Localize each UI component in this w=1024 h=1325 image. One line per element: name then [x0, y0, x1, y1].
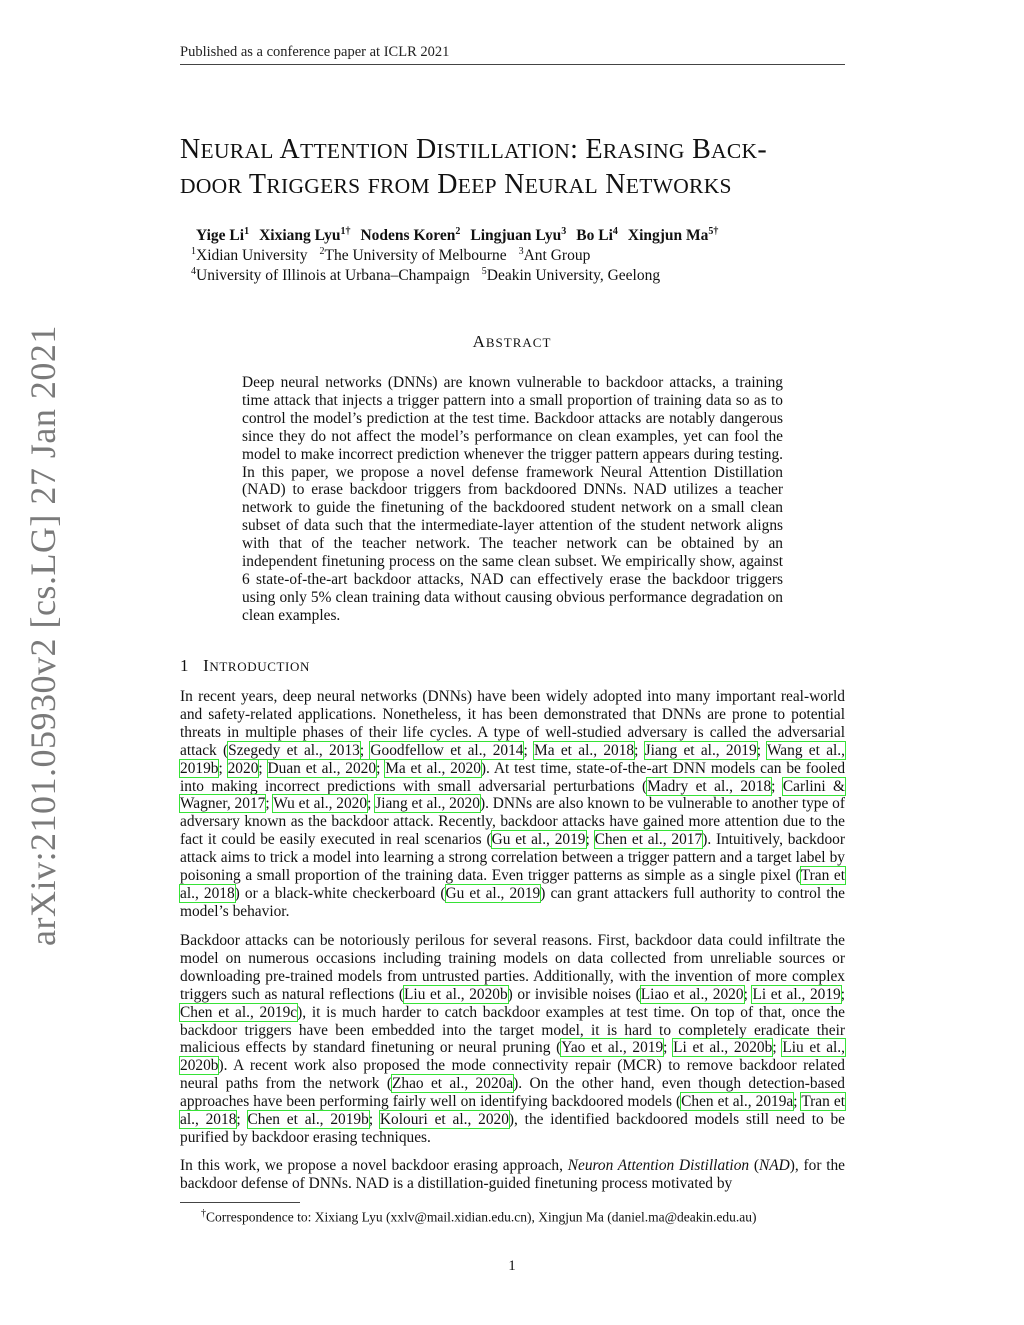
author-2: Xixiang Lyu$^{1\dagger}$: [259, 226, 351, 245]
citation-link[interactable]: Chen et al., 2017: [594, 831, 703, 849]
citation-link[interactable]: Li et al., 2020b: [673, 1039, 773, 1057]
author-list: [196, 226, 728, 245]
citation-link[interactable]: Kolouri et al., 2020: [379, 1111, 509, 1129]
citation-link[interactable]: Gu et al., 2019: [445, 884, 541, 902]
footnote-rule: [180, 1202, 300, 1203]
running-header: Published as a conference paper at ICLR 2021: [180, 44, 450, 60]
citation-link[interactable]: Duan et al., 2020: [267, 759, 377, 777]
citation-link[interactable]: Wu et al., 2020: [273, 795, 368, 813]
section-heading: [180, 656, 310, 676]
citation-link[interactable]: Ma et al., 2020: [385, 759, 481, 777]
author-3: Nodens Koren$^2$: [360, 226, 461, 245]
citation-link[interactable]: Li et al., 2019: [752, 985, 841, 1003]
citation-link[interactable]: Tran et al., 2018: [180, 867, 845, 902]
citation-link[interactable]: Zhao et al., 2020a: [391, 1075, 514, 1093]
citation-link[interactable]: Yao et al., 2019: [561, 1039, 664, 1057]
author-1: Yige Li$^1$: [196, 226, 250, 245]
citation-link[interactable]: Liu et al., 2020b: [404, 985, 508, 1003]
page-number: 1: [508, 1258, 516, 1274]
paper-title: [180, 133, 850, 203]
section-number: 1: [180, 656, 190, 675]
affiliations-line-2: [191, 266, 660, 285]
affiliation: $^1$Xidian University: [191, 246, 308, 265]
citation-link[interactable]: Madry et al., 2018: [647, 777, 772, 795]
citation-link[interactable]: Chen et al., 2019a: [681, 1093, 794, 1111]
affiliation: $^5$Deakin University, Geelong: [481, 266, 661, 285]
footnote-text: Correspondence to: Xixiang Lyu (xxlv@mail.xidian.edu.cn), Xingjun Ma (daniel.ma@deakin.edu.au): [206, 1209, 757, 1225]
emphasis: NAD: [758, 1157, 790, 1174]
citation-link[interactable]: Chen et al., 2019c: [180, 1003, 298, 1021]
citation-link[interactable]: Liao et al., 2020: [640, 985, 744, 1003]
author-6: Xingjun $Ma^{5\dagger}$: [627, 226, 719, 245]
abstract-text: Deep neural networks (DNNs) are known vulnerable to backdoor attacks, a training time attack that injects a trigger pattern into a small proportion of training data so as to control the model’s prediction at the test time. Backdoor attacks are notably dangerous since they do not affect the model’s performance on clean examples, yet can fool the model to make incorrect prediction whenever the trigger pattern appears during testing. In this paper, we propose a novel defense framework Neural Attention Distillation (NAD) to erase backdoor triggers from backdoored DNNs. NAD utilizes a teacher network to guide the finetuning of the backdoored student network on a small clean subset of data such that the intermediate-layer attention of the student network aligns with that of the teacher network. The teacher network can be obtained by an independent finetuning process on the same clean subset. We empirically show, against 6 state-of-the-art backdoor attacks, NAD can effectively erase the backdoor triggers using only 5% clean training data without causing obvious performance degradation on clean examples.: [242, 374, 783, 624]
citation-link[interactable]: Tran et al., 2018: [180, 1093, 845, 1129]
citation-link[interactable]: Jiang et al., 2020: [375, 795, 480, 813]
section-title: INTRODUCTION: [203, 656, 310, 675]
citation-link[interactable]: Liu et al., 2020b: [180, 1039, 846, 1075]
footnote: [201, 1208, 756, 1226]
arxiv-watermark: arXiv:2101.05930v2 [cs.LG] 27 Jan 2021: [23, 325, 63, 946]
citation-link[interactable]: Ma et al., 2018: [534, 741, 635, 759]
citation-link[interactable]: Chen et al., 2019b: [247, 1111, 369, 1129]
affiliation: $^3$Ant Group: [518, 246, 591, 265]
citation-link[interactable]: Carlini & Wagner, 2017: [180, 777, 845, 813]
abstract-heading-text: ABSTRACT: [472, 332, 552, 351]
paragraph-1: In recent years, deep neural networks (DNNs) have been widely adopted into many important real-world and safety-related applications. Nonetheless, it has been demonstrated that DNNs are prone to potential threats in multiple phases of their life cycles. A type of well-studied adversary is called the adversarial attack (Szegedy et al., 2013; Goodfellow et al., 2014; Ma et al., 2018; Jiang et al., 2019; Wang et al., 2019b; 2020; Duan et al., 2020; Ma et al., 2020). At test time, state-of-the-art DNN models can be fooled into making incorrect predictions with small adversarial perturbations (Madry et al., 2018; Carlini & Wagner, 2017; Wu et al., 2020; Jiang et al., 2020). DNNs are also known to be vulnerable to another type of adversary known as the backdoor attack. Recently, backdoor attacks have gained more attention due to the fact it could be easily executed in real scenarios (Gu et al., 2019; Chen et al., 2017). Intuitively, backdoor attack aims to trick a model into learning a strong correlation between a trigger pattern and a target label by poisoning a small proportion of the training data. Even trigger patterns as simple as a single pixel (Tran et al., 2018) or a black-white checkerboard (Gu et al., 2019) can grant attackers full authority to control the model’s behavior.: [180, 688, 846, 920]
affiliations-line-1: [191, 246, 590, 265]
title-line-1: NEURAL ATTENTION DISTILLATION: ERASING BACK-: [180, 134, 767, 165]
citation-link[interactable]: Jiang et al., 2019: [644, 741, 757, 759]
abstract-heading: [0, 332, 1024, 352]
paragraph-3: In this work, we propose a novel backdoor erasing approach, Neuron Attention Distillation (NAD), for the backdoor defense of DNNs. NAD is a distillation-guided finetuning process motivated by: [180, 1157, 846, 1192]
emphasis: Neuron Attention Distillation: [567, 1157, 750, 1174]
paragraph-2: Backdoor attacks can be notoriously perilous for several reasons. First, backdoor data could infiltrate the model on numerous occasions including training models on data collected from unreliable sources or downloading pre-trained models from untrusted parties. Additionally, with the invention of more complex triggers such as natural reflections (Liu et al., 2020b) or invisible noises (Liao et al., 2020; Li et al., 2019; Chen et al., 2019c), it is much harder to catch backdoor examples at test time. On top of that, once the backdoor triggers have been embedded into the target model, it is hard to completely eradicate their malicious effects by standard finetuning or neural pruning (Yao et al., 2019; Li et al., 2020b; Liu et al., 2020b). A recent work also proposed the mode connectivity repair (MCR) to remove backdoor related neural paths from the network (Zhao et al., 2020a). On the other hand, even though detection-based approaches have been performing fairly well on identifying backdoored models (Chen et al., 2019a; Tran et al., 2018; Chen et al., 2019b; Kolouri et al., 2020), the identified backdoored models still need to be purified by backdoor erasing techniques.: [180, 932, 846, 1146]
title-line-2: DOOR TRIGGERS FROM DEEP NEURAL NETWORKS: [180, 169, 732, 200]
author-5: Bo Li$^4$: [576, 226, 618, 245]
citation-link[interactable]: Szegedy et al., 2013: [228, 741, 360, 759]
footnote-mark: †: [201, 1208, 206, 1219]
affiliation: $^2$The University of Melbourne: [319, 246, 507, 265]
citation-link[interactable]: 2020: [227, 759, 259, 777]
header-rule: [180, 64, 845, 65]
citation-link[interactable]: Wang et al., 2019b: [180, 741, 845, 777]
author-4: Lingjuan Lyu$^3$: [470, 226, 567, 245]
affiliation: $^4$University of Illinois at Urbana–Champaign: [191, 266, 470, 285]
citation-link[interactable]: Gu et al., 2019: [491, 831, 586, 849]
citation-link[interactable]: Goodfellow et al., 2014: [370, 741, 524, 759]
